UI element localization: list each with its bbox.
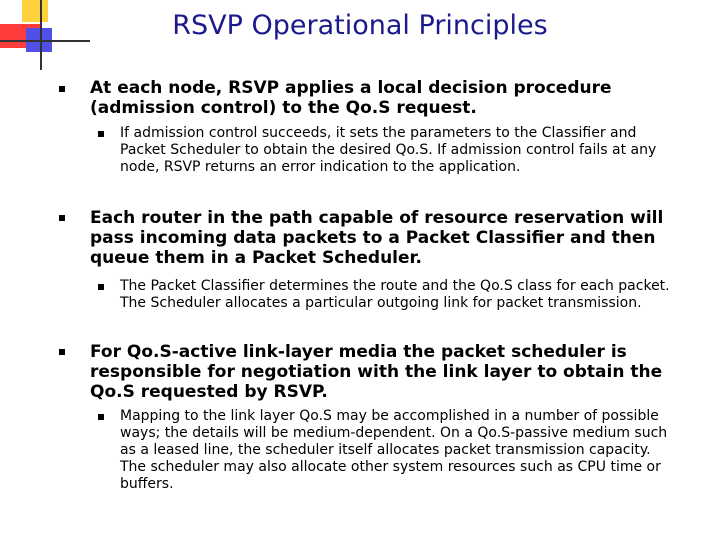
bullet-1-sub-text: If admission control succeeds, it sets the parameters to the Classifier and Packet Scheduler to obtain the desired Qo.S. If admission control fails at any node, RSVP returns an error indication to the application. [120, 125, 657, 175]
bullet-3-text: For Qo.S-active link-layer media the packet scheduler is responsible for negotiation with the link layer to obtain the Qo.S requested by RSVP. [90, 342, 663, 402]
bullet-3-sub-text: Mapping to the link layer Qo.S may be accomplished in a number of possible ways; the details will be medium-dependent. On a Qo.S-passive medium such as a leased line, the scheduler itself allocates packet transmission capacity. The scheduler may also allocate other system resources such as CPU time or buffers. [120, 408, 668, 492]
sub-bullet-icon [98, 284, 104, 290]
sub-bullet-icon [98, 131, 104, 137]
bullet-icon [59, 215, 65, 221]
bullet-icon [59, 86, 65, 92]
slide-title: RSVP Operational Principles [172, 10, 548, 41]
bullet-2-sub-text: The Packet Classifier determines the route and the Qo.S class for each packet. The Scheduler allocates a particular outgoing link for packet transmission. [120, 278, 670, 311]
bullet-1-text: At each node, RSVP applies a local decision procedure (admission control) to the Qo.S request. [90, 78, 612, 118]
bullet-2-text: Each router in the path capable of resource reservation will pass incoming data packets to a Packet Classifier and then queue them in a Packet Scheduler. [90, 208, 664, 268]
sub-bullet-icon [98, 414, 104, 420]
bullet-icon [59, 349, 65, 355]
